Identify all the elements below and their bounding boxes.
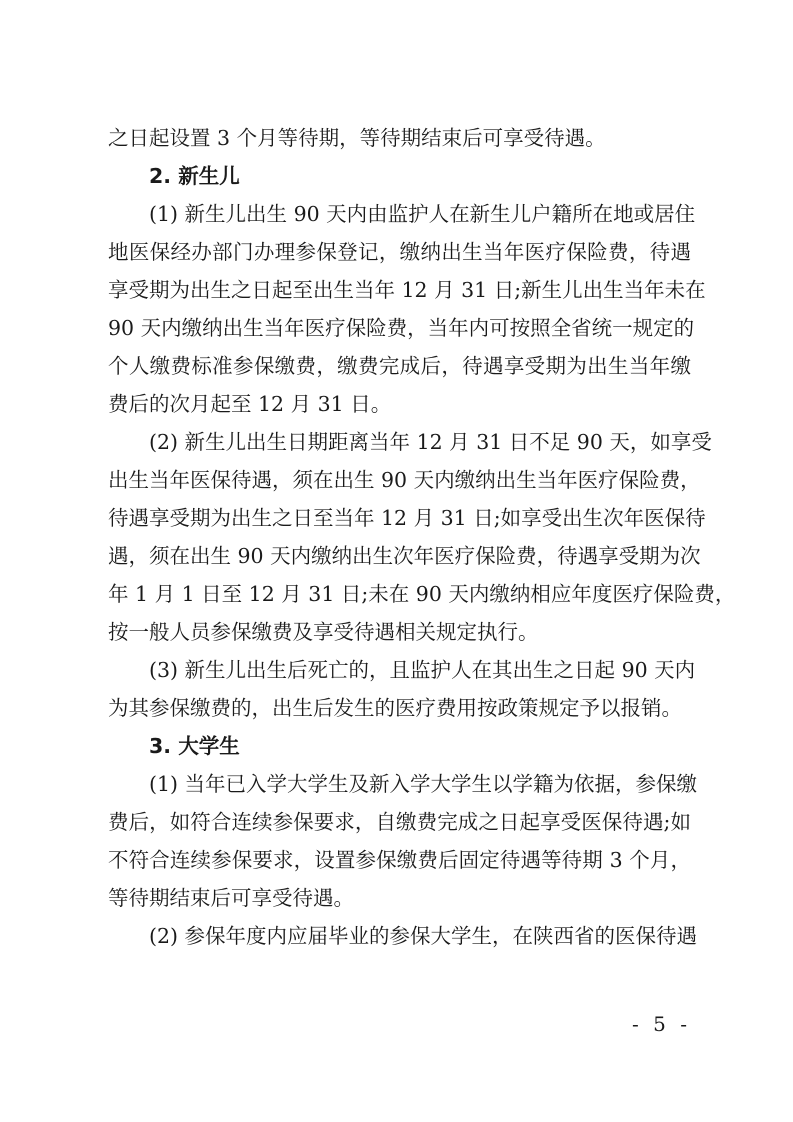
text-line: (1) 新生儿出生 90 天内由监护人在新生儿户籍所在地或居住 — [149, 202, 696, 226]
paragraph — [108, 423, 736, 651]
paragraph — [108, 651, 696, 727]
paragraph — [108, 765, 698, 917]
text-line: 之日起设置 3 个月等待期，等待期结束后可享受待遇。 — [108, 126, 606, 150]
text-line: 地医保经办部门办理参保登记，缴纳出生当年医疗保险费，待遇 — [108, 240, 691, 264]
text-line: 待遇享受期为出生之日至当年 12 月 31 日;如享受出生次年医保待 — [108, 506, 706, 530]
paragraph — [108, 917, 698, 955]
text-line: 费后，如符合连续参保要求，自缴费完成之日起享受医保待遇;如 — [108, 810, 691, 834]
paragraph — [108, 119, 691, 157]
text-line: (3) 新生儿出生后死亡的，且监护人在其出生之日起 90 天内 — [149, 658, 696, 682]
heading-text: 3. 大学生 — [149, 734, 240, 758]
heading-text: 2. 新生儿 — [149, 164, 240, 188]
text-line: 为其参保缴费的，出生后发生的医疗费用按政策规定予以报销。 — [108, 696, 682, 720]
text-line: 等待期结束后可享受待遇。 — [108, 886, 354, 910]
paragraph — [108, 195, 706, 423]
text-line: (2) 新生儿出生日期距离当年 12 月 31 日不足 90 天，如享受 — [149, 430, 712, 454]
text-line: 遇，须在出生 90 天内缴纳出生次年医疗保险费，待遇享受期为次 — [108, 544, 701, 568]
page-number: - 5 - — [632, 1012, 691, 1036]
section-heading — [108, 727, 691, 765]
text-line: 90 天内缴纳出生当年医疗保险费，当年内可按照全省统一规定的 — [108, 316, 695, 340]
text-line: (2) 参保年度内应届毕业的参保大学生，在陕西省的医保待遇 — [149, 924, 698, 948]
text-line: 费后的次月起至 12 月 31 日。 — [108, 392, 392, 416]
text-line: (1) 当年已入学大学生及新入学大学生以学籍为依据，参保缴 — [149, 772, 698, 796]
section-heading — [108, 157, 691, 195]
text-line: 个人缴费标准参保缴费，缴费完成后，待遇享受期为出生当年缴 — [108, 354, 691, 378]
text-line: 年 1 月 1 日至 12 月 31 日;未在 90 天内缴纳相应年度医疗保险费， — [108, 582, 736, 606]
text-line: 享受期为出生之日起至出生当年 12 月 31 日;新生儿出生当年未在 — [108, 278, 706, 302]
text-line: 不符合连续参保要求，设置参保缴费后固定待遇等待期 3 个月， — [108, 848, 691, 872]
text-line: 按一般人员参保缴费及享受待遇相关规定执行。 — [108, 620, 539, 644]
text-line: 出生当年医保待遇，须在出生 90 天内缴纳出生当年医疗保险费， — [108, 468, 701, 492]
document-body — [108, 119, 736, 955]
